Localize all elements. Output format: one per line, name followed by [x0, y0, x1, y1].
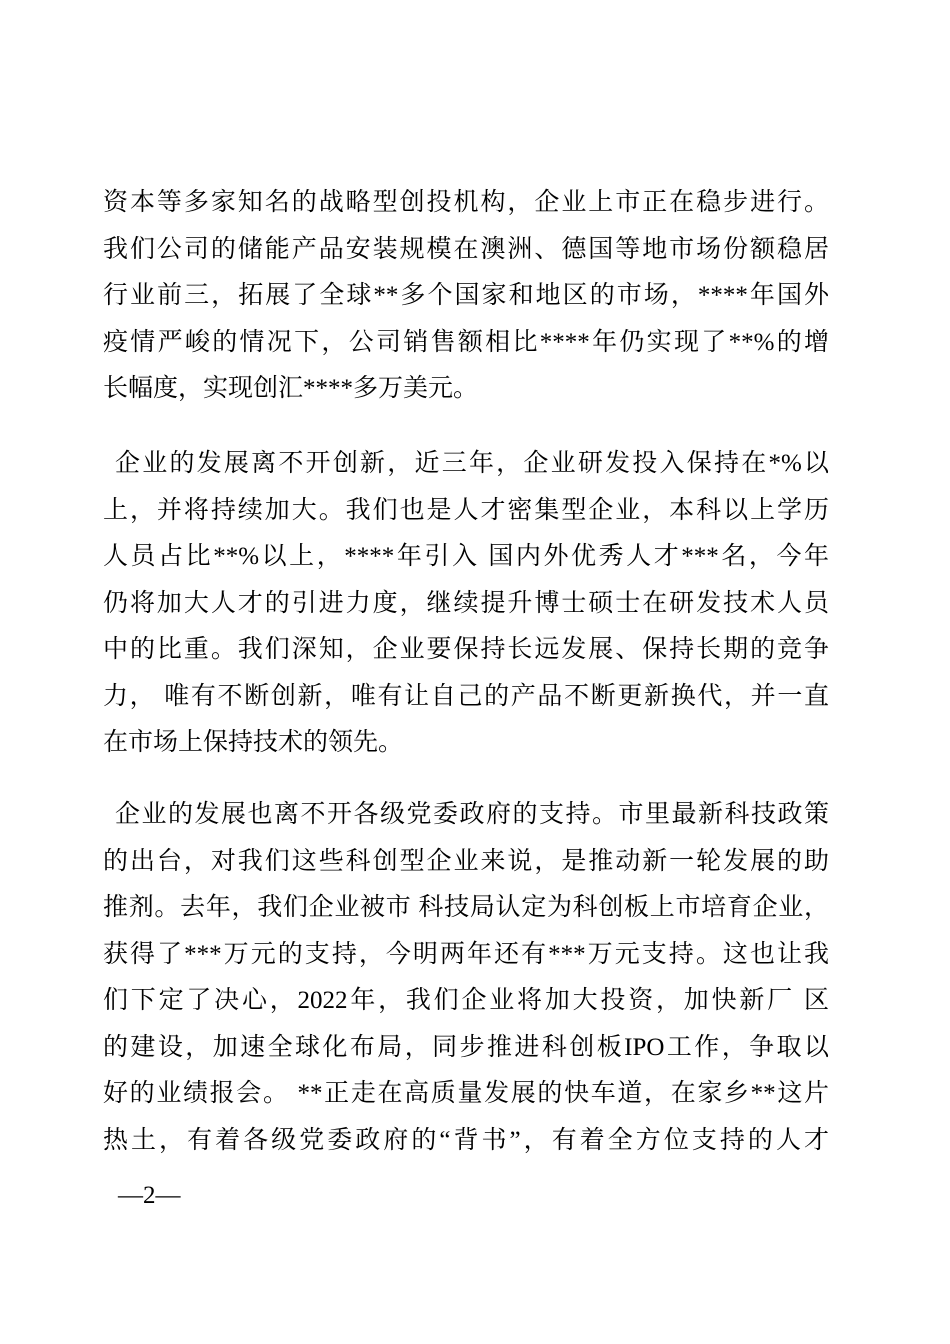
- text-line: 获得了***万元的支持，今明两年还有***万元支持。这也让我: [103, 940, 829, 968]
- page-number: —2—: [118, 1182, 181, 1209]
- text-line: 我们公司的储能产品安装规模在澳洲、德国等地市场份额稳居: [103, 235, 829, 263]
- text-line: 们下定了决心，2022年，我们企业将加大投资，加快新厂 区: [103, 987, 829, 1014]
- paragraph-1: [103, 180, 829, 413]
- text-line: 仍将加大人才的引进力度，继续提升博士硕士在研发技术人员: [103, 589, 829, 617]
- text-line: 推剂。去年，我们企业被市 科技局认定为科创板上市培育企业，: [103, 894, 829, 921]
- text-line: 行业前三，拓展了全球**多个国家和地区的市场，****年国外: [103, 282, 829, 309]
- text-line: 资本等多家知名的战略型创投机构，企业上市正在稳步进行。: [103, 189, 829, 216]
- text-line: 上，并将持续加大。我们也是人才密集型企业，本科以上学历: [103, 496, 829, 524]
- text-line: 好的业绩报会。 **正走在高质量发展的快车道，在家乡**这片: [103, 1080, 829, 1107]
- text-line: 人员占比**%以上，****年引入 国内外优秀人才***名，今年: [103, 543, 829, 570]
- paragraph-3: [103, 792, 829, 1164]
- text-line: 企业的发展也离不开各级党委政府的支持。市里最新科技政策: [115, 801, 829, 828]
- text-line: 企业的发展离不开创新，近三年，企业研发投入保持在*%以: [115, 450, 829, 477]
- text-line: 疫情严峻的情况下，公司销售额相比****年仍实现了**%的增: [103, 328, 829, 356]
- text-line: 的建设，加速全球化布局，同步推进科创板IPO工作，争取以: [103, 1033, 829, 1061]
- text-line: 长幅度，实现创汇****多万美元。: [103, 375, 479, 402]
- text-line: 中的比重。我们深知，企业要保持长远发展、保持长期的竞争: [103, 636, 829, 663]
- text-line: 在市场上保持技术的领先。: [103, 729, 404, 756]
- text-line: 力， 唯有不断创新，唯有让自己的产品不断更新换代，并一直: [103, 682, 829, 710]
- paragraph-2: [103, 441, 829, 767]
- text-line: 的出台，对我们这些科创型企业来说，是推动新一轮发展的助: [103, 847, 829, 875]
- text-line: 热土，有着各级党委政府的“背书”，有着全方位支持的人才: [103, 1126, 829, 1154]
